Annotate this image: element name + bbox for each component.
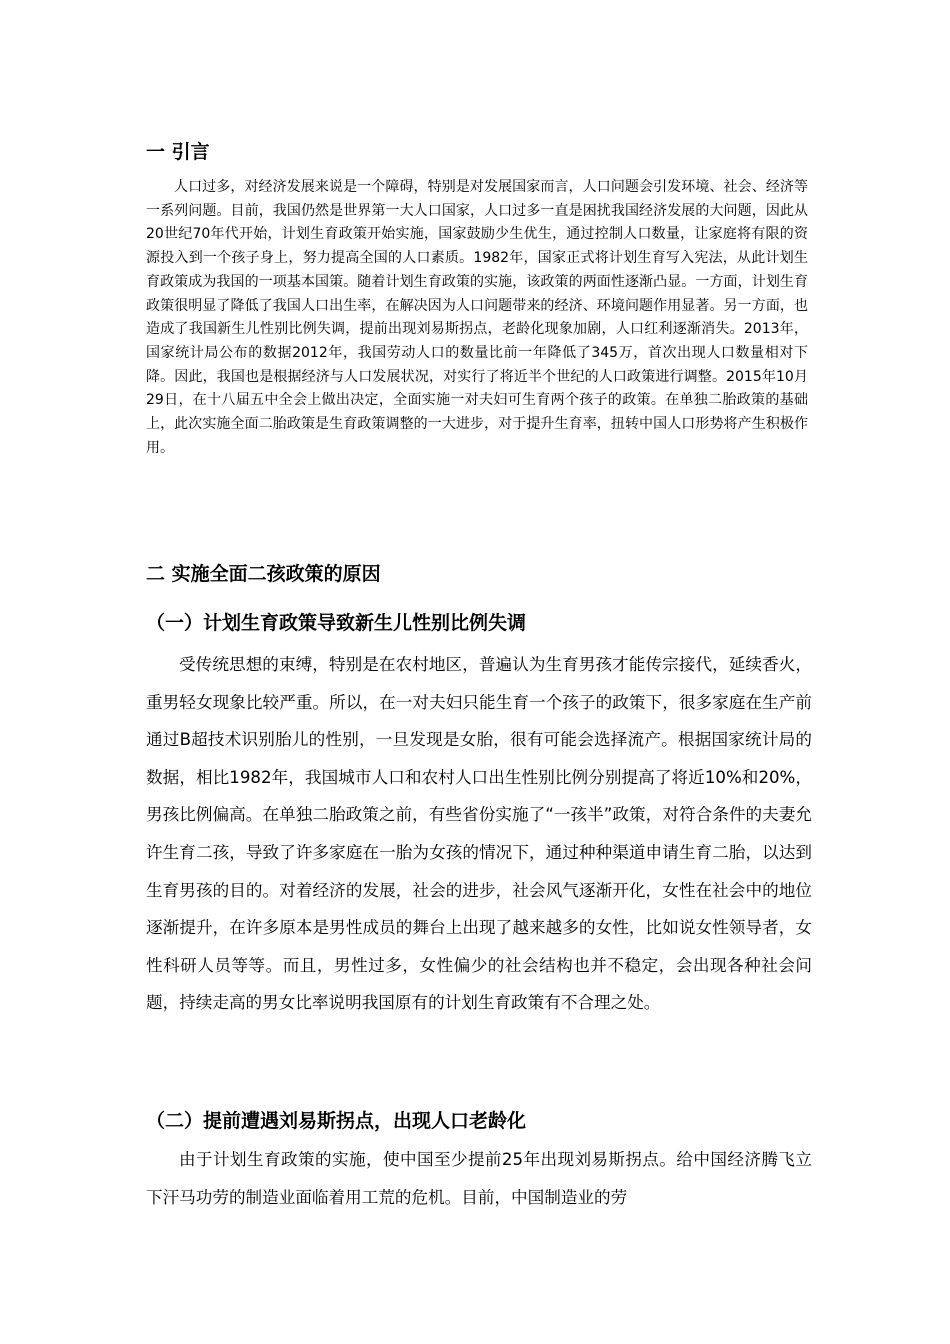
sex-ratio-paragraph: 受传统思想的束缚，特别是在农村地区，普遍认为生育男孩才能传宗接代，延续香火，重男轻女现象比较严重。所以，在一对夫妇只能生育一个孩子的政策下，很多家庭在生产前通过B超技术识别胎儿的性别，一旦发现是女胎，很有可能会选择流产。根据国家统计局的数据，相比1982年，我国城市人口和农村人口出生性别比例分别提高了将近10%和20%，男孩比例偏高。在单独二胎政策之前，有些省份实施了“一孩半”政策，对符合条件的夫妻允许生育二孩，导致了许多家庭在一胎为女孩的情况下，通过种种渠道申请生育二胎，以达到生育男孩的目的。对着经济的发展，社会的进步，社会风气逐渐开化，女性在社会中的地位逐渐提升，在许多原本是男性成员的舞台上出现了越来越多的女性，比如说女性领导者，女性科研人员等等。而且，男性过多，女性偏少的社会结构也并不稳定，会出现各种社会问题，持续走高的男女比率说明我国原有的计划生育政策有不合理之处。: [146, 655, 812, 1013]
sub-heading-lewis-point: （二）提前遭遇刘易斯拐点，出现人口老龄化: [146, 1110, 527, 1132]
reasons-heading: 二 实施全面二孩政策的原因: [146, 563, 381, 585]
intro-paragraph: 人口过多，对经济发展来说是一个障碍，特别是对发展国家而言，人口问题会引发环境、社会、经济等一系列问题。目前，我国仍然是世界第一大人口国家，人口过多一直是困扰我国经济发展的大问题，因此从20世纪70年代开始，计划生育政策开始实施，国家鼓励少生优生，通过控制人口数量，让家庭将有限的资源投入到一个孩子身上，努力提高全国的人口素质。1982年，国家正式将计划生育写入宪法，从此计划生育政策成为我国的一项基本国策。随着计划生育政策的实施，该政策的两面性逐渐凸显。一方面，计划生育政策很明显了降低了我国人口出生率，在解决因为人口问题带来的经济、环境问题作用显著。另一方面，也造成了我国新生儿性别比例失调，提前出现刘易斯拐点，老龄化现象加剧，人口红利逐渐消失。2013年，国家统计局公布的数据2012年，我国劳动人口的数量比前一年降低了345万，首次出现人口数量相对下降。因此，我国也是根据经济与人口发展状况，对实行了将近半个世纪的人口政策进行调整。2015年10月29日，在十八届五中全会上做出决定，全面实施一对夫妇可生育两个孩子的政策。在单独二胎政策的基础上，此次实施全面二胎政策是生育政策调整的一大进步，对于提升生育率，扭转中国人口形势将产生积极作用。: [146, 179, 808, 456]
sub-heading-sex-ratio: （一）计划生育政策导致新生儿性别比例失调: [146, 612, 527, 634]
lewis-point-paragraph: 由于计划生育政策的实施，使中国至少提前25年出现刘易斯拐点。给中国经济腾飞立下汗马功劳的制造业面临着用工荒的危机。目前，中国制造业的劳: [146, 1150, 812, 1207]
intro-heading: 一 引言: [146, 141, 210, 163]
